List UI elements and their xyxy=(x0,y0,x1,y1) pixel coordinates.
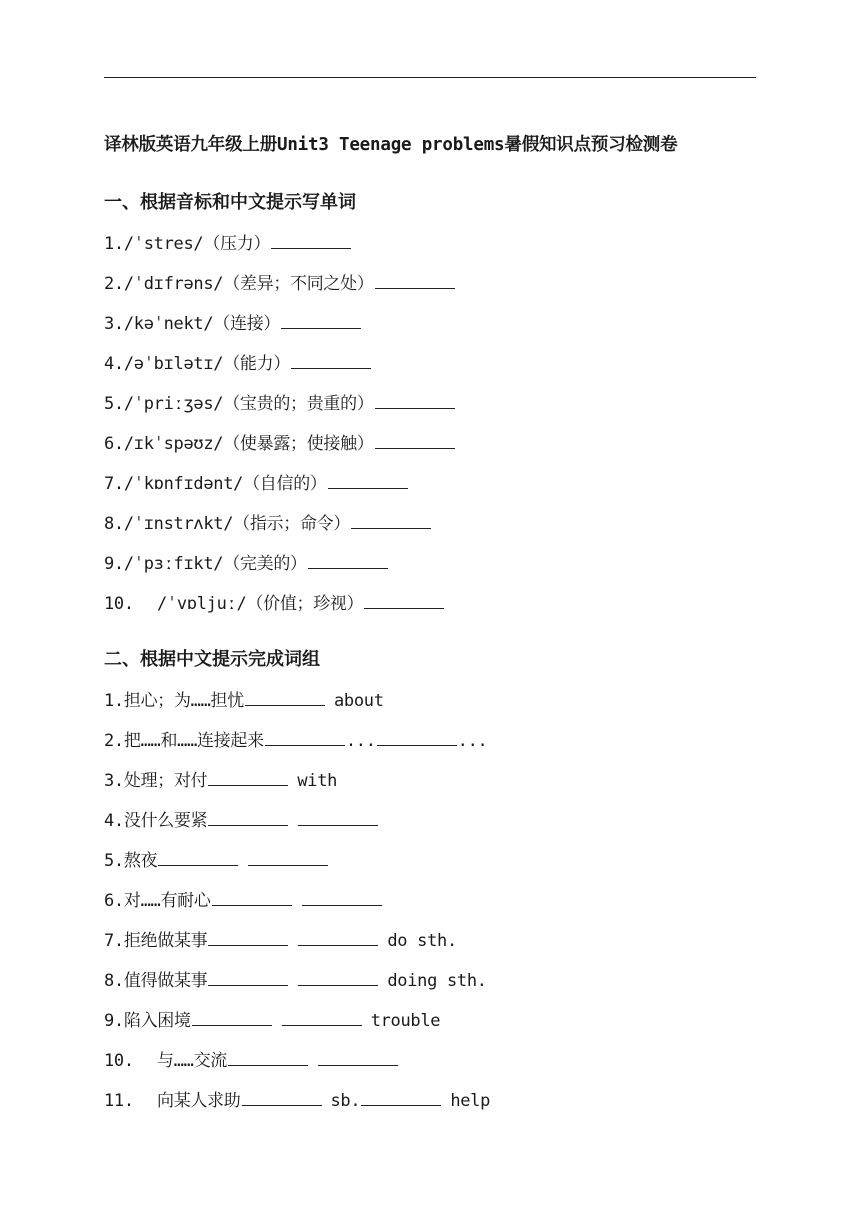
answer-blank[interactable] xyxy=(302,904,382,906)
item-text: /ɪkˈspəʊz/（使暴露；使接触） xyxy=(123,434,374,454)
item-tail: trouble xyxy=(370,1011,441,1031)
answer-blank[interactable] xyxy=(228,1064,308,1066)
answer-blank[interactable] xyxy=(318,1064,398,1066)
item-text: 对……有耐心 xyxy=(123,891,211,911)
item-tail: about xyxy=(333,691,384,711)
answer-blank[interactable] xyxy=(375,447,455,449)
header-rule xyxy=(104,77,756,78)
answer-blank[interactable] xyxy=(328,487,408,489)
list-item xyxy=(104,1046,399,1071)
item-tail: do sth. xyxy=(387,931,457,951)
answer-blank[interactable] xyxy=(208,824,288,826)
answer-blank[interactable] xyxy=(298,824,378,826)
answer-blank[interactable] xyxy=(375,407,455,409)
item-number: 2. xyxy=(104,274,124,294)
list-item xyxy=(104,1086,490,1111)
item-number: 1. xyxy=(104,234,124,254)
item-number: 4. xyxy=(104,354,124,374)
answer-blank[interactable] xyxy=(364,607,444,609)
list-item xyxy=(104,309,362,334)
item-text: /ˈpriːʒəs/（宝贵的；贵重的） xyxy=(123,394,374,414)
list-item xyxy=(104,389,456,414)
answer-blank[interactable] xyxy=(271,247,351,249)
item-number: 6. xyxy=(104,434,124,454)
list-item xyxy=(104,469,409,494)
item-number: 1. xyxy=(104,691,124,711)
item-text: /ˈkɒnfɪdənt/（自信的） xyxy=(123,474,327,494)
item-text: /ˈvɒljuː/（价值；珍视） xyxy=(157,594,364,614)
list-item xyxy=(104,926,457,951)
answer-blank[interactable] xyxy=(248,864,328,866)
answer-blank[interactable] xyxy=(361,1104,441,1106)
item-text: /ˈdɪfrəns/（差异；不同之处） xyxy=(123,274,374,294)
list-item xyxy=(104,589,445,614)
item-number: 4. xyxy=(104,811,124,831)
answer-blank[interactable] xyxy=(282,1024,362,1026)
item-tail: with xyxy=(297,771,338,791)
item-text: 处理；对付 xyxy=(123,771,208,791)
item-number: 3. xyxy=(104,314,124,334)
answer-blank[interactable] xyxy=(298,944,378,946)
list-item xyxy=(104,429,456,454)
answer-blank[interactable] xyxy=(308,567,388,569)
answer-blank[interactable] xyxy=(265,744,345,746)
section-1-heading: 一、根据音标和中文提示写单词 xyxy=(104,192,356,213)
item-number: 10. xyxy=(104,594,134,614)
list-item xyxy=(104,549,389,574)
answer-blank[interactable] xyxy=(212,904,292,906)
list-item xyxy=(104,229,352,254)
list-item xyxy=(104,806,379,831)
item-number: 6. xyxy=(104,891,124,911)
item-text: 没什么要紧 xyxy=(123,811,208,831)
answer-blank[interactable] xyxy=(375,287,455,289)
list-item xyxy=(104,686,384,711)
answer-blank[interactable] xyxy=(291,367,371,369)
item-number: 9. xyxy=(104,1011,124,1031)
answer-blank[interactable] xyxy=(192,1024,272,1026)
item-text: 担心；为……担忧 xyxy=(123,691,244,711)
list-item xyxy=(104,1006,440,1031)
item-number: 5. xyxy=(104,394,124,414)
item-text: /kəˈnekt/（连接） xyxy=(123,314,281,334)
item-number: 3. xyxy=(104,771,124,791)
document-title: 译林版英语九年级上册Unit3 Teenage problems暑假知识点预习检测卷 xyxy=(104,135,678,155)
item-text: 值得做某事 xyxy=(123,971,208,991)
answer-blank[interactable] xyxy=(377,744,457,746)
ellipsis-1: ... xyxy=(345,731,376,751)
ellipsis-2: ... xyxy=(457,731,488,751)
item-text: /ˈɪnstrʌkt/（指示；命令） xyxy=(123,514,351,534)
item-number: 11. xyxy=(104,1091,134,1111)
list-item xyxy=(104,509,432,534)
answer-blank[interactable] xyxy=(245,704,325,706)
list-item xyxy=(104,269,456,294)
item-text: /əˈbɪlətɪ/（能力） xyxy=(123,354,291,374)
item-tail: help xyxy=(450,1091,491,1111)
answer-blank[interactable] xyxy=(208,984,288,986)
item-tail: doing sth. xyxy=(387,971,487,991)
item-text: 把……和……连接起来 xyxy=(123,731,264,751)
list-item xyxy=(104,726,487,751)
answer-blank[interactable] xyxy=(351,527,431,529)
item-number: 5. xyxy=(104,851,124,871)
list-item xyxy=(104,966,487,991)
answer-blank[interactable] xyxy=(158,864,238,866)
item-mid: sb. xyxy=(330,1091,361,1111)
item-text: 熬夜 xyxy=(123,851,158,871)
item-number: 8. xyxy=(104,514,124,534)
item-text: /ˈpɜːfɪkt/（完美的） xyxy=(123,554,307,574)
answer-blank[interactable] xyxy=(298,984,378,986)
item-text: /ˈstres/（压力） xyxy=(123,234,271,254)
list-item xyxy=(104,349,372,374)
list-item xyxy=(104,846,329,871)
item-number: 2. xyxy=(104,731,124,751)
item-number: 8. xyxy=(104,971,124,991)
answer-blank[interactable] xyxy=(208,944,288,946)
item-text: 与……交流 xyxy=(157,1051,227,1071)
list-item xyxy=(104,766,337,791)
answer-blank[interactable] xyxy=(208,784,288,786)
item-number: 7. xyxy=(104,474,124,494)
item-number: 10. xyxy=(104,1051,134,1071)
list-item xyxy=(104,886,383,911)
item-number: 7. xyxy=(104,931,124,951)
answer-blank[interactable] xyxy=(281,327,361,329)
item-text: 向某人求助 xyxy=(157,1091,241,1111)
section-2-heading: 二、根据中文提示完成词组 xyxy=(104,649,320,670)
item-number: 9. xyxy=(104,554,124,574)
item-text: 拒绝做某事 xyxy=(123,931,208,951)
answer-blank[interactable] xyxy=(242,1104,322,1106)
item-text: 陷入困境 xyxy=(123,1011,191,1031)
